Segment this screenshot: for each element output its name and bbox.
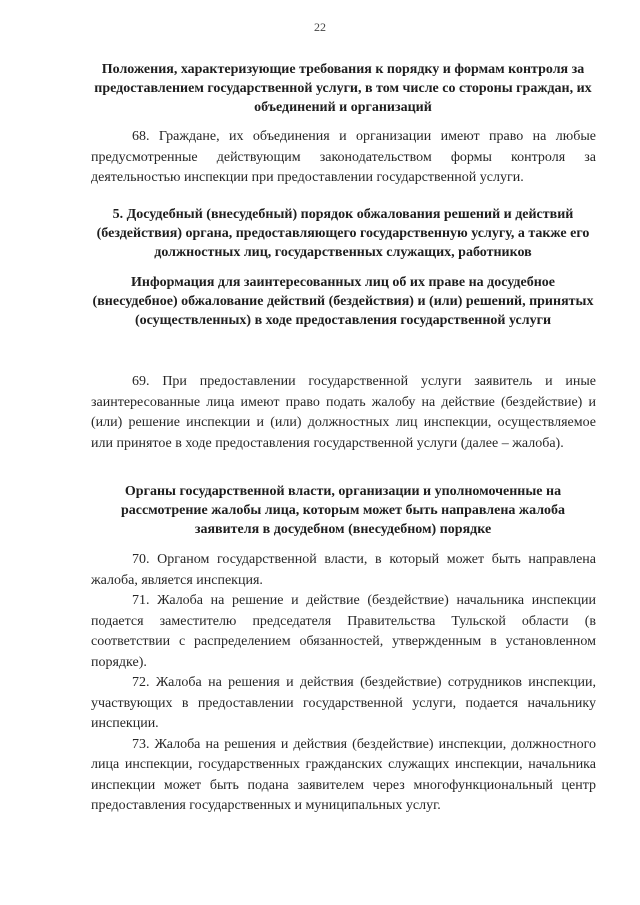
section-heading-control: Положения, характеризующие требования к порядку и формам контроля за предоставлением государственной услуги, в том числе со стороны граждан, их объединений и организаций	[94, 62, 592, 115]
paragraph-73: 73. Жалоба на решения и действия (бездействие) инспекции, должностного лица инспекции, государственных гражданских служащих инспекции, начальника инспекции может быть подана заявителем через многофункциональный центр предоставления государственных и муниципальных услуг.	[91, 736, 596, 813]
page-number: 22	[314, 20, 326, 34]
paragraph-71: 71. Жалоба на решение и действие (бездействие) начальника инспекции подается заместителю председателя Правительства Тульской области (в соответствии с распределением обязанностей, утвержденным в установленном порядке).	[91, 593, 596, 670]
paragraph-68-text: 68. Граждане, их объединения и организации имеют право на любые предусмотренные действующим законодательством формы контроля за деятельностью инспекции при предоставлении государственной услуги.	[91, 129, 596, 185]
section-heading-authorities: Органы государственной власти, организации и уполномоченные на рассмотрение жалобы лица, которым может быть направлена жалоба заявителя в досудебном (внесудебном) порядке	[120, 484, 566, 537]
section-heading-information: Информация для заинтересованных лиц об их праве на досудебное (внесудебное) обжалование действий (бездействия) и (или) решений, принятых (осуществленных) в ходе предоставления государственной услуги	[92, 275, 594, 328]
paragraph-68	[91, 127, 596, 189]
paragraph-72: 72. Жалоба на решения и действия (бездействие) сотрудников инспекции, участвующих в предоставлении государственной услуги, подается начальнику инспекции.	[91, 675, 596, 731]
paragraphs-70-73	[91, 550, 596, 817]
paragraph-70: 70. Органом государственной власти, в который может быть направлена жалоба, является инспекция.	[91, 552, 596, 588]
section-heading-5: 5. Досудебный (внесудебный) порядок обжалования решений и действий (бездействия) органа, предоставляющего государственную услугу, а также его должностных лиц, государственных служащих, работников	[96, 207, 590, 260]
paragraph-69	[91, 372, 596, 454]
paragraph-69-text: 69. При предоставлении государственной услуги заявитель и иные заинтересованные лица имеют право подать жалобу на действие (бездействие) и (или) решение инспекции и (или) должностных лиц инспекции, осуществляемое или принятое в ходе предоставления государственной услуги (далее – жалоба).	[91, 374, 596, 451]
